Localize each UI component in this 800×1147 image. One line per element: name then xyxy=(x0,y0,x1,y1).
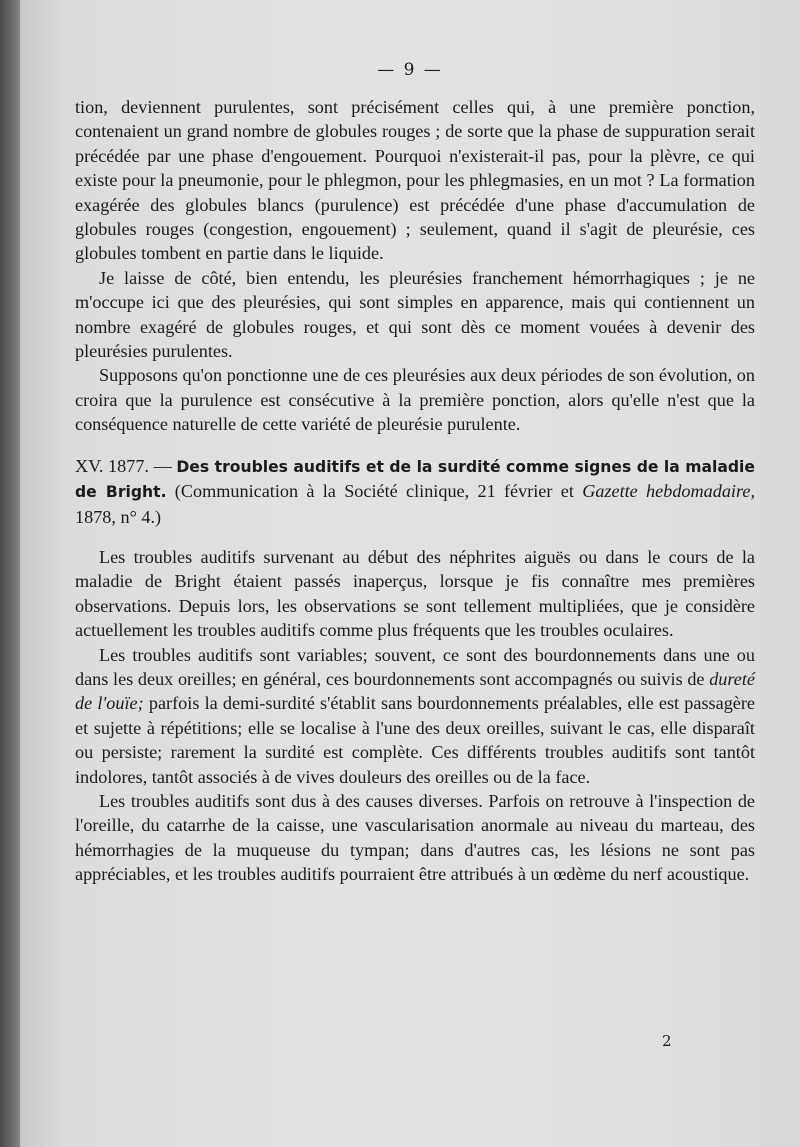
page-number: — 9 — xyxy=(377,60,443,80)
paragraph-troubles-variables xyxy=(75,643,755,789)
paragraph-ponction: Supposons qu'on ponctionne une de ces pleurésies aux deux périodes de son évolution, on croira que la purulence est consécutive à la première ponction, alors qu'elle n'est que la conséquence naturelle de cette variété de pleurésie purulente. xyxy=(75,365,755,435)
scan-edge-shadow xyxy=(0,0,22,1147)
document-page xyxy=(20,0,800,1147)
italic-term: dureté de l'ouïe; xyxy=(75,668,755,714)
paragraph-troubles-causes: Les troubles auditifs sont dus à des causes diverses. Parfois on retrouve à l'inspection de l'oreille, du catarrhe de la caisse, une vascularisation anormale au niveau du marteau, des hémorrhagies de la muqueuse du tympan; dans d'autres cas, les lésions ne sont pas appréciables, et les troubles auditifs pourraient être attribués à un œdème du nerf acoustique. xyxy=(75,790,755,885)
paragraph-continuation: tion, deviennent purulentes, sont précisément celles qui, à une première ponction, contenaient un grand nombre de globules rouges ; de sorte que la phase de suppuration serait précédée par une phase d'engouement. Pourquoi n'existerait-il pas, pour la plèvre, ce qui existe pour la pneumonie, pour le phlegmon, pour les phlegmasies, en un mot ? La formation exagérée des globules blancs (purulence) est précédée d'une phase d'accumulation de globules rouges (congestion, engouement) ; seulement, quand il s'agit de pleurésie, ces globules tombent en partie dans le liquide. xyxy=(75,97,755,264)
entry-reference-end: 1878, n° 4.) xyxy=(75,506,162,527)
paragraph-hemorrhagic: Je laisse de côté, bien entendu, les pleurésies franchement hémorrhagiques ; je ne m'occupe ici que des pleurésies, qui sont simples en apparence, mais qui contiennent un nombre exagéré de globules rouges, et qui sont dès ce moment vouées à devenir des pleurésies purulentes. xyxy=(75,267,755,362)
entry-title: Des troubles auditifs et de la surdité comme signes de la maladie de Bright. xyxy=(75,457,755,502)
paragraph-troubles-intro: Les troubles auditifs survenant au début des néphrites aiguës ou dans le cours de la maladie de Bright étaient passés inaperçus, lorsque je fis connaître mes premières observations. Depuis lors, les observations se sont tellement multipliées, que je considère actuellement les troubles auditifs comme plus fréquents que les troubles oculaires. xyxy=(75,546,755,641)
bibliography-entry xyxy=(75,454,755,529)
entry-journal: Gazette hebdomadaire, xyxy=(582,481,755,502)
paragraph-text: parfois la demi-surdité s'établit sans bourdonnements préalables, elle est passagère et sujette à répétitions; elle se localise à l'une des deux oreilles, suivant le cas, elle disparaît ou persiste; rarement la surdité est complète. Ces différents troubles auditifs sont tantôt indolores, tantôt associés à de vives douleurs des oreilles ou de la face. xyxy=(75,693,755,787)
signature-mark: 2 xyxy=(662,1032,672,1050)
entry-number: XV. 1877. — xyxy=(75,455,177,476)
entry-reference: (Communication à la Société clinique, 21 février et xyxy=(166,481,583,502)
paragraph-text: Les troubles auditifs sont variables; souvent, ce sont des bourdonnements dans une ou dans les deux oreilles; en général, ces bourdonnements sont accompagnés ou suivis de xyxy=(75,644,755,689)
body-text xyxy=(75,95,755,887)
